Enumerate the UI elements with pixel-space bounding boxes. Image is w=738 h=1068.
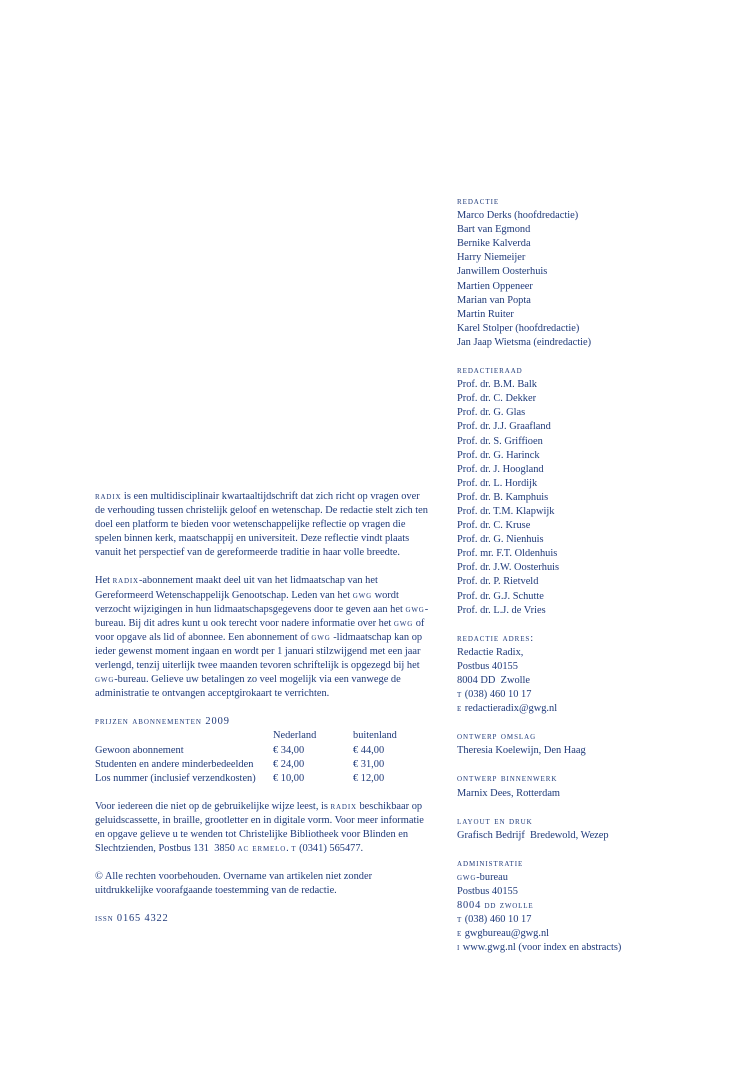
email-address[interactable]: gwgbureau@gwg.nl	[464, 928, 550, 940]
list-item: Prof. dr. T.M. Klapwijk	[457, 505, 555, 517]
list-item: Marco Derks (hoofdredactie)	[457, 210, 579, 222]
redactie-section	[457, 195, 727, 350]
copyright-paragraph: © Alle rechten voorbehouden. Overname van artikelen niet zonder uitdrukkelijke voorafgaande toestemming van de redactie.	[95, 871, 373, 897]
abonnement-text-5: of voor opgave als lid of abonnee. Een abonnement of	[95, 617, 425, 643]
list-item: Prof. dr. C. Dekker	[457, 393, 537, 405]
abonnement-text-1: Het	[95, 575, 113, 587]
administratie-web	[457, 941, 727, 955]
abonnement-text-2: -abonnement maakt deel uit van het lidmaatschap van het Gereformeerd Wetenschappelijk Genootschap. Leden van het	[95, 575, 378, 601]
prijzen-header-row	[95, 729, 397, 743]
ontwerp-binnenwerk-heading: ontwerp binnenwerk	[457, 773, 558, 785]
ontwerp-binnenwerk-section	[457, 772, 727, 800]
intro-paragraph	[95, 490, 430, 560]
administratie-postcode: 8004 dd zwolle	[457, 900, 534, 912]
list-item: Prof. dr. S. Griffioen	[457, 435, 543, 447]
gwg-name: gwg	[393, 617, 414, 629]
abonnement-text-6: -lidmaatschap kan op ieder gewenst moment ingaan en wordt per 1 januari stilzwijgend met een jaar verlengd, tenzij uiterlijk twee maanden tevoren schriftelijk is opgezegd bij het	[95, 631, 423, 672]
gwg-name: gwg	[405, 603, 425, 615]
list-item: Prof. dr. C. Kruse	[457, 520, 531, 532]
layout-druk-section	[457, 815, 727, 843]
gwg-name: gwg	[95, 674, 115, 686]
redactie-adres-name: Redactie Radix,	[457, 646, 524, 658]
tel-number: (038) 460 10 17	[464, 689, 532, 701]
list-item: Janwillem Oosterhuis	[457, 266, 548, 278]
ac-ermelo: ac ermelo	[237, 843, 287, 855]
intro-text: is een multidisciplinair kwartaaltijdschrift dat zich richt op vragen over de verhouding tussen christelijk geloof en wetenschap. De redactie stelt zich ten doel een platform te bieden voor wetenschappelijke reflectie op vragen die spelen binnen kerk, maatschappij en universiteit. Deze reflectie vindt plaats vanuit het perspectief van de gereformeerde traditie in haar volle breedte.	[95, 491, 428, 559]
list-item: Marian van Popta	[457, 294, 531, 306]
list-item: Prof. dr. B.M. Balk	[457, 379, 537, 391]
ontwerp-omslag-section	[457, 730, 727, 758]
list-item: Prof. mr. F.T. Oldenhuis	[457, 548, 558, 560]
list-item: Prof. dr. G. Nienhuis	[457, 534, 544, 546]
administratie-name-sc: gwg	[457, 871, 477, 883]
layout-druk-heading: layout en druk	[457, 815, 533, 827]
administratie-heading: administratie	[457, 857, 524, 869]
web-prefix: i	[457, 942, 461, 954]
list-item: Prof. dr. J. Hoogland	[457, 463, 544, 475]
administratie-name	[457, 871, 727, 885]
braille-text-2: beschikbaar op geluidscassette, in braille, grootletter en in digitale vorm. Voor meer informatie en opgave gelieve u te wenden tot Christelijke Bibliotheek voor Blinden en Slechtzienden, Postbus 131 3850	[95, 800, 427, 855]
administratie-name-rest: -bureau	[476, 871, 508, 883]
list-item: Prof. dr. L.J. de Vries	[457, 604, 546, 616]
prijzen-nl: € 24,00	[273, 758, 305, 770]
abonnement-text-4: -bureau. Bij dit adres kunt u ook terecht voor nadere informatie over het	[95, 603, 429, 629]
braille-paragraph	[95, 800, 430, 856]
abonnement-text-7: -bureau. Gelieve uw betalingen zo veel mogelijk via een vanwege de administratie te ontvangen acceptgirokaart te verrichten.	[95, 674, 401, 700]
gwg-name: gwg	[352, 589, 372, 601]
administratie-section	[457, 857, 727, 956]
redactie-adres-city: Zwolle	[500, 675, 531, 686]
prijzen-table	[95, 729, 397, 785]
list-item: Prof. dr. G.J. Schutte	[457, 590, 544, 602]
prijzen-header-bl: buitenland	[353, 730, 397, 742]
gwg-name: gwg	[311, 631, 331, 643]
administratie-email	[457, 927, 727, 941]
prijzen-heading: prijzen abonnementen 2009	[95, 716, 230, 728]
web-address[interactable]: www.gwg.nl (voor index en abstracts)	[462, 942, 622, 954]
tel-prefix: t	[457, 689, 463, 701]
list-item: Martin Ruiter	[457, 308, 514, 320]
prijzen-header-empty	[95, 729, 273, 743]
redactie-adres-heading: redactie adres:	[457, 632, 535, 644]
administratie-postbus: Postbus 40155	[457, 886, 518, 898]
prijzen-nl: € 10,00	[273, 772, 305, 784]
table-row	[95, 772, 397, 786]
email-prefix: e	[457, 928, 463, 940]
list-item: Prof. dr. G. Glas	[457, 407, 526, 419]
list-item: Bart van Egmond	[457, 224, 531, 236]
abonnement-paragraph	[95, 574, 430, 701]
braille-text-3: .	[286, 843, 292, 855]
braille-text-1: Voor iedereen die niet op de gebruikelijke wijze leest, is	[95, 800, 331, 812]
redactie-adres-postcode: 8004 DD	[457, 675, 496, 686]
list-item: Prof. dr. G. Harinck	[457, 449, 540, 461]
redactie-adres-email	[457, 702, 727, 716]
colophon-right-column	[457, 195, 727, 970]
issn: issn 0165 4322	[95, 913, 169, 925]
list-item: Martien Oppeneer	[457, 280, 533, 292]
braille-text-4: (0341) 565477.	[296, 843, 364, 855]
list-item: Prof. dr. B. Kamphuis	[457, 491, 549, 503]
prijzen-label: Los nummer (inclusief verzendkosten)	[95, 772, 256, 784]
list-item: Prof. dr. J.W. Oosterhuis	[457, 562, 560, 574]
redactieraad-list	[457, 378, 727, 618]
ontwerp-omslag-text: Theresia Koelewijn, Den Haag	[457, 745, 586, 757]
tel-number: (038) 460 10 17	[464, 914, 532, 926]
table-row	[95, 758, 397, 772]
list-item: Prof. dr. P. Rietveld	[457, 576, 539, 588]
list-item: Karel Stolper (hoofdredactie)	[457, 322, 580, 334]
prijzen-nl: € 34,00	[273, 744, 305, 756]
redactie-adres-section	[457, 632, 727, 717]
redactieraad-heading: redactieraad	[457, 365, 523, 377]
list-item: Jan Jaap Wietsma (eindredactie)	[457, 336, 592, 348]
abonnement-text-3: wordt verzocht wijzigingen in hun lidmaatschapsgegevens door te geven aan het	[95, 589, 406, 615]
tel-prefix: t	[291, 843, 297, 855]
list-item: Prof. dr. L. Hordijk	[457, 477, 538, 489]
administratie-tel	[457, 913, 727, 927]
prijzen-label: Studenten en andere minderbedeelden	[95, 758, 254, 770]
redactie-adres-tel	[457, 688, 727, 702]
list-item: Bernike Kalverda	[457, 238, 531, 250]
prijzen-header-nl: Nederland	[273, 730, 317, 742]
redactie-adres-postbus: Postbus 40155	[457, 660, 518, 672]
email-address[interactable]: redactieradix@gwg.nl	[464, 703, 558, 715]
prijzen-bl: € 44,00	[353, 744, 385, 756]
redactie-heading: redactie	[457, 196, 500, 207]
list-item: Harry Niemeijer	[457, 252, 526, 264]
redactie-adres-postcode-city	[457, 674, 727, 688]
table-row	[95, 744, 397, 758]
layout-druk-text: Grafisch Bedrijf Bredewold, Wezep	[457, 829, 609, 841]
radix-name: radix	[112, 575, 139, 587]
email-prefix: e	[457, 703, 463, 715]
ontwerp-omslag-heading: ontwerp omslag	[457, 731, 537, 743]
prijzen-bl: € 12,00	[353, 772, 385, 784]
radix-name: radix	[330, 800, 357, 812]
tel-prefix: t	[457, 914, 463, 926]
prijzen-bl: € 31,00	[353, 758, 385, 770]
colophon-left-column	[95, 490, 430, 926]
prijzen-section	[95, 715, 430, 785]
redactieraad-section	[457, 364, 727, 618]
ontwerp-binnenwerk-text: Marnix Dees, Rotterdam	[457, 787, 561, 799]
redactie-list	[457, 209, 727, 350]
prijzen-label: Gewoon abonnement	[95, 744, 184, 756]
list-item: Prof. dr. J.J. Graafland	[457, 421, 551, 433]
radix-name: radix	[95, 491, 122, 502]
